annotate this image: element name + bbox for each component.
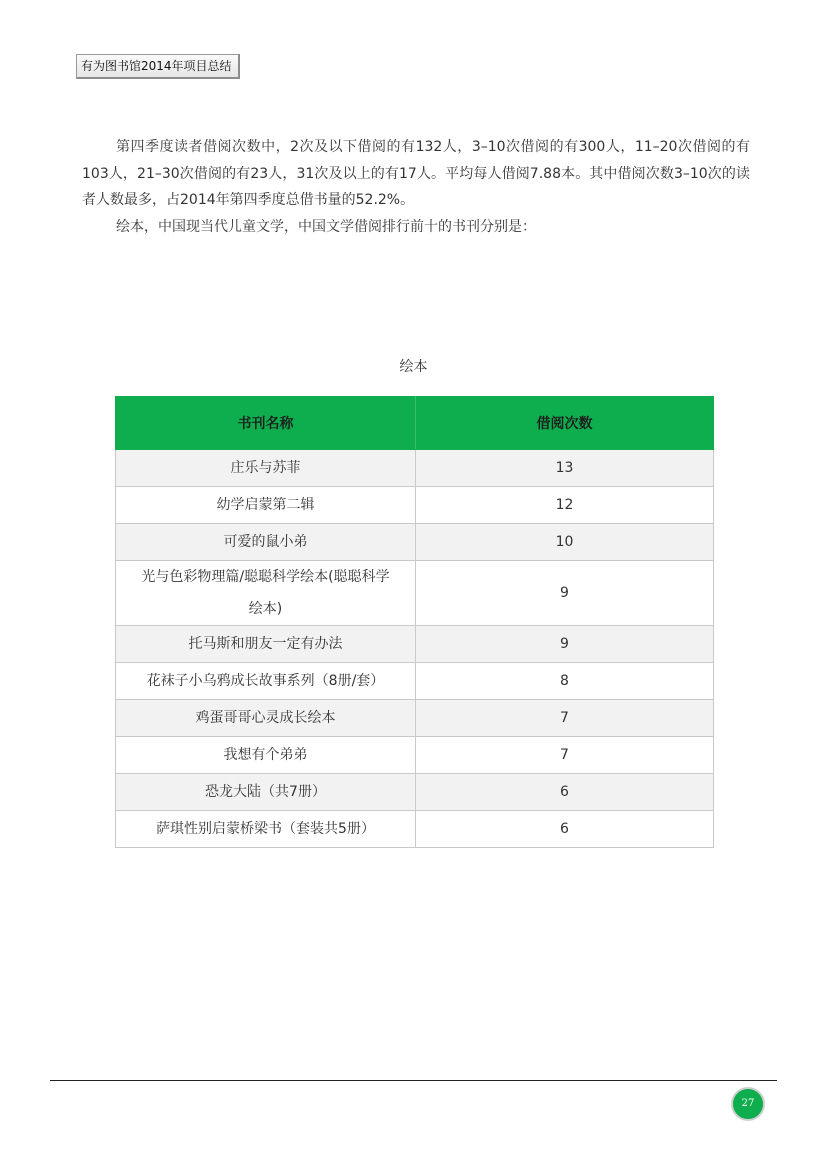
borrow-count-cell: 7 bbox=[416, 700, 714, 737]
borrow-count-cell: 9 bbox=[416, 626, 714, 663]
table-row bbox=[116, 811, 714, 848]
book-title-cell: 恐龙大陆（共7册） bbox=[116, 774, 416, 811]
footer-divider bbox=[50, 1080, 777, 1081]
document-header-title: 有为图书馆2014年项目总结 bbox=[76, 54, 240, 79]
book-title-cell: 萨琪性别启蒙桥梁书（套装共5册） bbox=[116, 811, 416, 848]
borrow-count-cell: 7 bbox=[416, 737, 714, 774]
borrow-count-cell: 6 bbox=[416, 811, 714, 848]
table-row bbox=[116, 626, 714, 663]
book-title-cell: 可爱的鼠小弟 bbox=[116, 524, 416, 561]
page-number-badge: 27 bbox=[731, 1087, 765, 1121]
table-row bbox=[116, 487, 714, 524]
book-title-cell: 光与色彩物理篇/聪聪科学绘本(聪聪科学绘本) bbox=[116, 561, 416, 626]
book-title-cell: 庄乐与苏菲 bbox=[116, 450, 416, 487]
book-title-cell: 我想有个弟弟 bbox=[116, 737, 416, 774]
body-text bbox=[82, 134, 750, 240]
paragraph: 绘本，中国现当代儿童文学，中国文学借阅排行前十的书刊分别是： bbox=[116, 218, 536, 235]
column-header-title: 书刊名称 bbox=[116, 397, 416, 450]
table-row bbox=[116, 450, 714, 487]
book-title-cell: 托马斯和朋友一定有办法 bbox=[116, 626, 416, 663]
column-header-count: 借阅次数 bbox=[416, 397, 714, 450]
borrow-count-cell: 13 bbox=[416, 450, 714, 487]
table-row bbox=[116, 524, 714, 561]
borrow-count-cell: 10 bbox=[416, 524, 714, 561]
table-row bbox=[116, 700, 714, 737]
paragraph: 第四季度读者借阅次数中，2次及以下借阅的有132人，3–10次借阅的有300人，11–20次借阅的有103人，21–30次借阅的有23人，31次及以上的有17人。平均每人借阅7.88本。其中借阅次数3–10次的读者人数最多，占2014年第四季度总借书量的52.2%。 bbox=[82, 139, 750, 208]
book-title-cell: 幼学启蒙第二辑 bbox=[116, 487, 416, 524]
book-title-cell: 鸡蛋哥哥心灵成长绘本 bbox=[116, 700, 416, 737]
table-row bbox=[116, 737, 714, 774]
borrow-count-cell: 9 bbox=[416, 561, 714, 626]
table-header-row bbox=[116, 397, 714, 450]
borrow-count-cell: 12 bbox=[416, 487, 714, 524]
table-body bbox=[116, 450, 714, 848]
borrow-count-cell: 8 bbox=[416, 663, 714, 700]
borrow-count-cell: 6 bbox=[416, 774, 714, 811]
book-title-cell: 花袜子小乌鸦成长故事系列（8册/套） bbox=[116, 663, 416, 700]
table-row bbox=[116, 561, 714, 626]
table-row bbox=[116, 774, 714, 811]
table-row bbox=[116, 663, 714, 700]
table-caption: 绘本 bbox=[399, 359, 428, 375]
book-ranking-table bbox=[115, 396, 714, 848]
